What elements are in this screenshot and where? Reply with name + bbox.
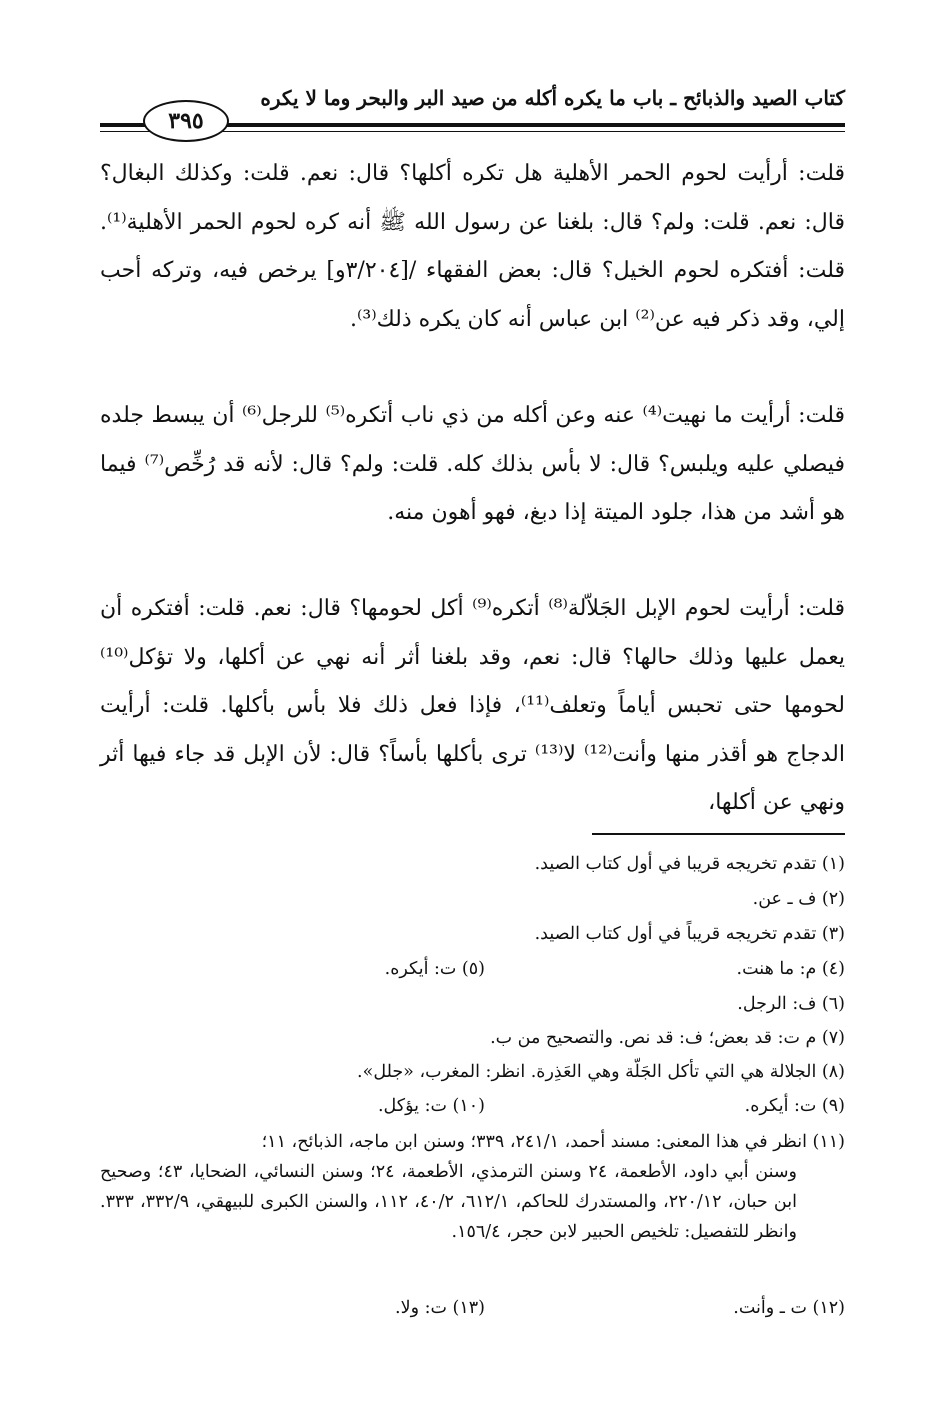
footnote-11-continuation: وسنن أبي داود، الأطعمة، ٢٤ وسنن الترمذي، الأطعمة، ٢٤؛ وسنن النسائي، الضحايا، ٤٣؛ وصحيح ابن حبان، ٢٢٠/١٢، والمستدرك للحاكم، ٦١٢/١، ٤٠/٢، ١١٢، والسنن الكبرى للبيهقي، ٣٣٢/٩، ٣٣٣. وانظر للتفصيل: تلخيص الحبير لابن حجر، ١٥٦/٤.: [100, 1162, 798, 1242]
footnote-11: [100, 1127, 845, 1247]
running-header-title: كتاب الصيد والذبائح ـ باب ما يكره أكله من صيد البر والبحر وما لا يكره: [260, 86, 845, 110]
page-number-badge: [143, 100, 229, 142]
footnote-4: (٤) م: ما هنت.: [736, 959, 845, 979]
footnote-separator: [592, 833, 845, 835]
body-paragraph-3: [100, 585, 845, 828]
body-paragraph-2: [100, 392, 845, 538]
body-paragraph-1: [100, 150, 845, 344]
footnote-6: (٦) ف: الرجل.: [737, 994, 845, 1014]
paragraph-text: قلت: أرأيت ما نهيت⁽⁴⁾ عنه وعن أكله من ذي ناب أتكره⁽⁵⁾ للرجل⁽⁶⁾ أن يبسط جلده فيصلي عليه ويلبس؟ قال: لا بأس بذلك كله. قلت: ولم؟ قال: لأنه قد رُخِّص⁽⁷⁾ فيما هو أشد من هذا، جلود الميتة إذا دبغ، فهو أهون منه.: [100, 403, 845, 525]
footnote-8: (٨) الجلالة هي التي تأكل الجَلّة وهي العَذِرة. انظر: المغرب، «جلل».: [357, 1062, 845, 1082]
footnote-7: (٧) م ت: قد بعض؛ ف: قد نص. والتصحيح من ب.: [490, 1028, 845, 1048]
paragraph-text: قلت: أرأيت لحوم الحمر الأهلية هل تكره أكلها؟ قال: نعم. قلت: وكذلك البغال؟ قال: نعم. قلت: ولم؟ قال: بلغنا عن رسول الله ﷺ أنه كره لحوم الحمر الأهلية⁽¹⁾. قلت: أفتكره لحوم الخيل؟ قال: بعض الفقهاء /[٣/٢٠٤و] يرخص فيه، وتركه أحب إلي، وقد ذكر فيه عن⁽²⁾ ابن عباس أنه كان يكره ذلك⁽³⁾.: [100, 161, 845, 332]
footnote-12: (١٢) ت ـ وأنت.: [733, 1298, 845, 1318]
footnote-11-first-line: (١١) انظر في هذا المعنى: مسند أحمد، ٢٤١/١، ٣٣٩؛ وسنن ابن ماجه، الذبائح، ١١؛: [261, 1132, 845, 1152]
footnote-10: (١٠) ت: يؤكل.: [377, 1096, 485, 1116]
footnote-9: (٩) ت: أيكره.: [744, 1096, 845, 1116]
footnote-13: (١٣) ت: ولا.: [395, 1298, 485, 1318]
paragraph-text: قلت: أرأيت لحوم الإبل الجَلاّلة⁽⁸⁾ أتكره⁽⁹⁾ أكل لحومها؟ قال: نعم. قلت: أفتكره أن يعمل عليها وذلك حالها؟ قال: نعم، وقد بلغنا أثر أنه نهي عن أكلها، ولا تؤكل⁽¹⁰⁾ لحومها حتى تحبس أياماً وتعلف⁽¹¹⁾، فإذا فعل ذلك فلا بأس بأكلها. قلت: أرأيت الدجاج هو أقذر منها وأنت⁽¹²⁾ لا⁽¹³⁾ ترى بأكلها بأساً؟ قال: لأن الإبل قد جاء فيها أثر ونهي عن أكلها،: [100, 596, 846, 815]
footnote-5: (٥) ت: أيكره.: [384, 959, 485, 979]
footnote-2: (٢) ف ـ عن.: [752, 889, 845, 909]
page-number: ٣٩٥: [168, 108, 204, 134]
footnote-3: (٣) تقدم تخريجه قريباً في أول كتاب الصيد.: [534, 924, 845, 944]
footnote-1: (١) تقدم تخريجه قريبا في أول كتاب الصيد.: [534, 854, 845, 874]
